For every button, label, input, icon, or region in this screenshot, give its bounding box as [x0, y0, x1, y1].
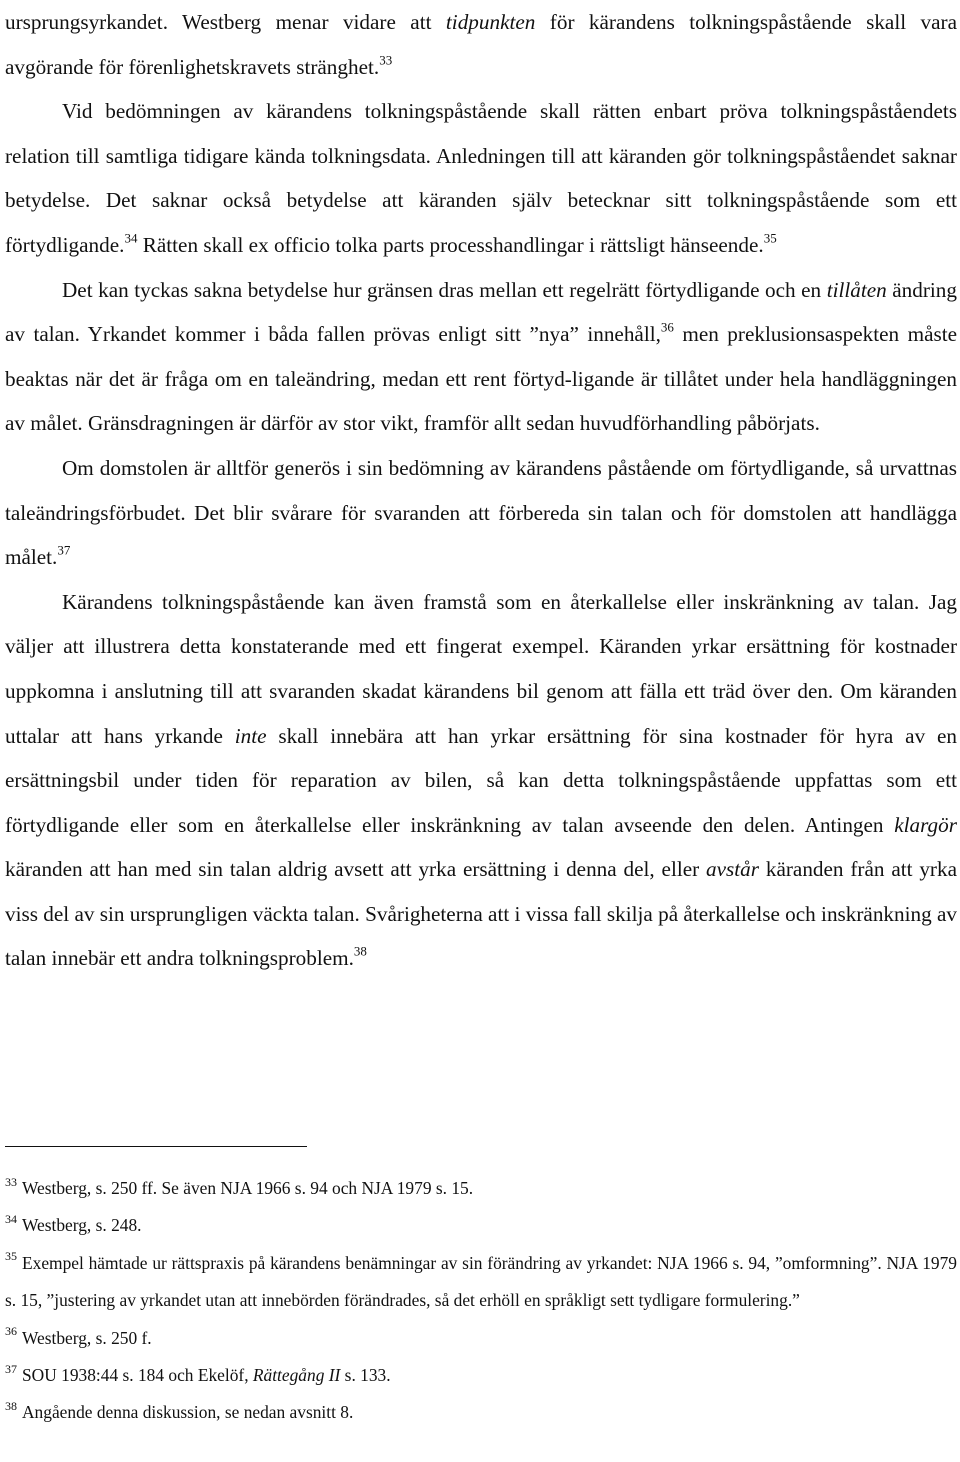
footnote-38	[5, 1394, 957, 1431]
text: käranden från att yrka viss del av sin ursprungligen väckta talan. Svårigheterna att i vissa fall skilja på återkallelse och inskränkning av talan innebär ett andra tolkningsproblem.	[5, 857, 957, 971]
footnote-number: 37	[5, 1361, 17, 1376]
footnote-ref-37[interactable]: 37	[57, 542, 71, 558]
footnote-text: SOU 1938:44 s. 184 och Ekelöf,	[22, 1365, 253, 1386]
emphasis: klargör	[894, 812, 957, 837]
text: Rätten skall ex officio tolka parts processhandlingar i rättsligt hänseende.	[137, 232, 764, 257]
footnote-ref-38[interactable]: 38	[353, 943, 367, 959]
paragraph-2	[5, 89, 957, 267]
footnote-text: Exempel hämtade ur rättspraxis på kärandens benämningar av sin förändring av yrkandet: NJA 1966 s. 94, ”omformning”. NJA 1979 s. 15, ”justering av yrkandet utan att innebörden förändrades, så det erhöll en språkligt sett tydligare formulering.”	[5, 1252, 957, 1311]
text: ursprungsyrkandet. Westberg menar vidare att	[5, 10, 446, 34]
paragraph-4	[5, 446, 957, 580]
paragraph-3	[5, 268, 957, 446]
paragraph-5	[5, 580, 957, 981]
footnote-text: Westberg, s. 250 f.	[22, 1327, 152, 1348]
footnote-number: 35	[5, 1249, 17, 1264]
text: Det kan tyckas sakna betydelse hur gränsen dras mellan ett regelrätt förtydligande och en	[62, 277, 827, 302]
footnote-emphasis: Rättegång II	[252, 1365, 341, 1386]
text: för kärandens tolkningspåstående skall vara avgörande för förenlighetskravets stränghet.	[5, 10, 957, 79]
footnote-text: Westberg, s. 250 ff. Se även NJA 1966 s. 94 och NJA 1979 s. 15.	[22, 1178, 474, 1198]
text: ändring av talan. Yrkandet kommer i båda fallen prövas enligt sitt ”nya” innehåll,	[5, 277, 957, 347]
footnotes	[5, 1170, 957, 1432]
document-page	[5, 0, 957, 981]
footnote-ref-33[interactable]: 33	[379, 51, 393, 67]
text: Vid bedömningen av kärandens tolkningspåstående skall rätten enbart pröva tolkningspåståendets relation till samtliga tidigare kända tolkningsdata. Anledningen till att käranden gör tolkningspåståendet saknar betydelse. Det saknar också betydelse att käranden själv betecknar sitt tolkningspåstående som ett förtydligande.	[5, 99, 957, 257]
paragraph-1	[5, 0, 957, 89]
footnote-separator	[5, 1146, 307, 1147]
footnote-text: s. 133.	[340, 1365, 391, 1386]
footnote-ref-35[interactable]: 35	[763, 230, 777, 246]
footnote-34	[5, 1207, 957, 1244]
footnote-ref-34[interactable]: 34	[124, 230, 138, 246]
text: skall innebära att han yrkar ersättning för sina kostnader för hyra av en ersättningsbil under tiden för reparation av bilen, så kan detta tolkningspåstående uppfattas som ett förtydligande eller som en återkallelse eller inskränkning av talan avseende den delen. Antingen	[5, 723, 958, 837]
emphasis: tillåten	[826, 277, 887, 302]
text: Kärandens tolkningspåstående kan även framstå som en återkallelse eller inskränkning av talan. Jag väljer att illustrera detta konstaterande med ett fingerat exempel. Käranden yrkar ersättning för kostnader uppkomna i anslutning till att svaranden skadat kärandens bil genom att fälla ett träd över den. Om käranden uttalar att hans yrkande	[5, 589, 957, 748]
footnote-number: 34	[5, 1212, 17, 1227]
text: Om domstolen är alltför generös i sin bedömning av kärandens påstående om förtydligande, så urvattnas taleändringsförbudet. Det blir svårare för svaranden att förbereda sin talan och för domstolen att handlägga målet.	[5, 455, 957, 570]
footnote-ref-36[interactable]: 36	[660, 319, 674, 335]
footnote-text: Angående denna diskussion, se nedan avsnitt 8.	[22, 1402, 354, 1423]
emphasis: inte	[234, 723, 267, 748]
footnote-number: 36	[5, 1324, 17, 1339]
footnote-text: Westberg, s. 248.	[22, 1215, 142, 1236]
emphasis: tidpunkten	[445, 10, 536, 34]
footnote-33	[5, 1170, 957, 1207]
footnote-37	[5, 1357, 957, 1394]
footnote-35	[5, 1245, 957, 1320]
text: käranden att han med sin talan aldrig avsett att yrka ersättning i denna del, eller	[5, 857, 707, 882]
footnote-number: 33	[5, 1174, 17, 1189]
emphasis: avstår	[706, 857, 760, 882]
footnote-36	[5, 1320, 957, 1357]
body-text	[5, 0, 957, 981]
text: men preklusionsaspekten måste beaktas när det är fråga om en taleändring, medan ett rent förtyd-ligande är tillåtet under hela handläggningen av målet. Gränsdragningen är därför av stor vikt, framför allt sedan huvudförhandling påbörjats.	[5, 322, 958, 436]
footnote-number: 38	[5, 1399, 17, 1414]
